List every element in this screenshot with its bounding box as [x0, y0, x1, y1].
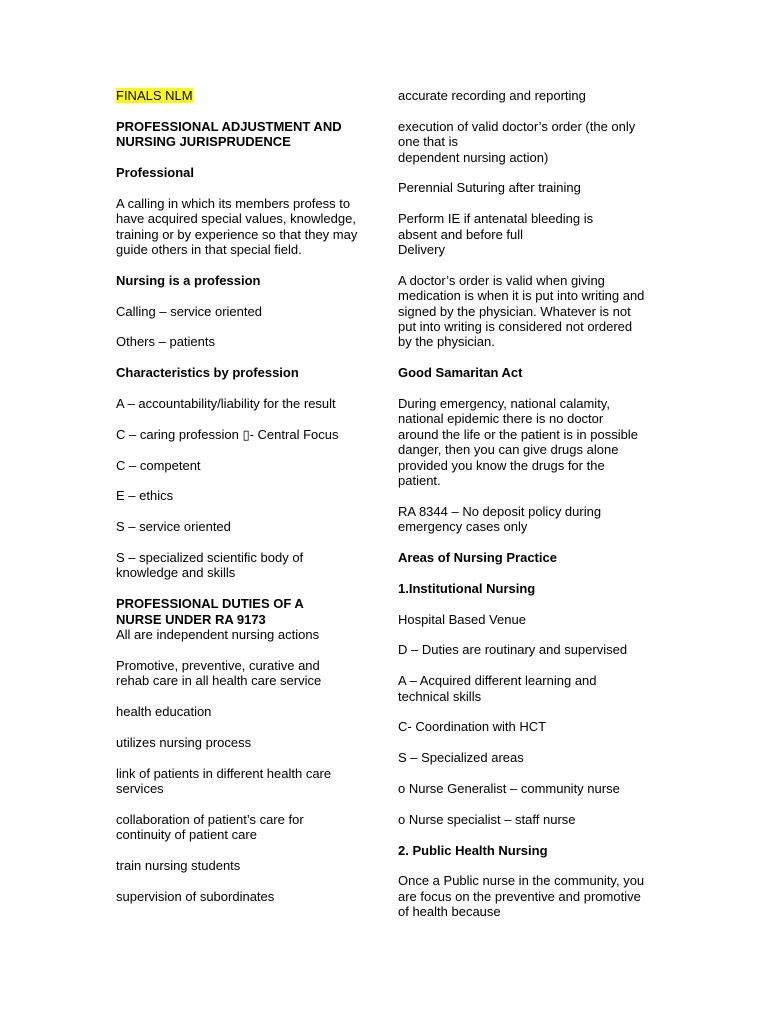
subheading-characteristics: Characteristics by profession	[116, 365, 299, 381]
section-heading: PROFESSIONAL ADJUSTMENT AND NURSING JURISPRUDENCE	[116, 118, 342, 150]
list-item: RA 8344 – No deposit policy during emergency cases only	[398, 503, 602, 535]
paragraph-valid-order: A doctor’s order is valid when giving medication is when it is put into writing and signed by the physician. Whatever is not put into writing is considered not ordered by the physician.	[398, 272, 645, 350]
list-item: S – service oriented	[116, 519, 231, 535]
document-title-highlight: FINALS NLM	[116, 88, 193, 103]
paragraph-definition: A calling in which its members profess to have acquired special values, knowledge, training or by experience so that they may guide others in that special field.	[116, 195, 358, 258]
paragraph-public-health: Once a Public nurse in the community, you are focus on the preventive and promotive of health because	[398, 873, 645, 920]
subheading-professional: Professional	[116, 165, 195, 180]
list-item: supervision of subordinates	[116, 888, 275, 904]
list-item: C – competent	[116, 457, 201, 473]
left-title-wrap	[116, 88, 374, 103]
subheading-institutional: 1.Institutional Nursing	[398, 580, 536, 596]
list-item: C- Coordination with HCT	[398, 719, 547, 735]
subheading-duties: PROFESSIONAL DUTIES OF A NURSE UNDER RA 9173	[116, 596, 304, 627]
list-item: accurate recording and reporting	[398, 88, 586, 103]
list-item: A – Acquired different learning and technical skills	[398, 673, 597, 704]
list-item: D – Duties are routinary and supervised	[398, 642, 628, 658]
list-item: A – accountability/liability for the result	[116, 396, 336, 411]
subheading-nursing-profession: Nursing is a profession	[116, 272, 261, 288]
list-item: Perform IE if antenatal bleeding is absent and before full Delivery	[398, 211, 594, 258]
list-item: o Nurse specialist – staff nurse	[398, 811, 576, 827]
list-item: E – ethics	[116, 488, 174, 504]
left-column	[116, 88, 374, 920]
list-item: execution of valid doctor’s order (the only one that is dependent nursing action)	[398, 118, 636, 165]
list-item: Calling – service oriented	[116, 303, 262, 319]
list-item: health education	[116, 704, 212, 719]
subheading-areas: Areas of Nursing Practice	[398, 550, 557, 566]
list-item: Perennial Suturing after training	[398, 180, 581, 196]
right-column	[398, 88, 654, 935]
list-item: S – specialized scientific body of knowledge and skills	[116, 549, 304, 581]
list-item: Others – patients	[116, 334, 215, 350]
list-item: o Nurse Generalist – community nurse	[398, 781, 620, 797]
list-item: collaboration of patient’s care for continuity of patient care	[116, 811, 304, 843]
list-item: link of patients in different health care services	[116, 765, 332, 796]
list-item: train nursing students	[116, 858, 241, 873]
list-item: All are independent nursing actions	[116, 627, 320, 642]
list-item: Hospital Based Venue	[398, 611, 526, 627]
list-item: S – Specialized areas	[398, 750, 524, 766]
list-item: utilizes nursing process	[116, 734, 252, 750]
paragraph-good-samaritan: During emergency, national calamity, national epidemic there is no doctor around the life or the patient is in possible danger, then you can give drugs alone provided you know the drugs for the patient.	[398, 396, 638, 489]
subheading-good-samaritan: Good Samaritan Act	[398, 365, 523, 381]
subheading-public-health: 2. Public Health Nursing	[398, 842, 548, 858]
list-item: Promotive, preventive, curative and rehab care in all health care service	[116, 657, 322, 689]
list-item: C – caring profession ▯- Central Focus	[116, 426, 339, 442]
